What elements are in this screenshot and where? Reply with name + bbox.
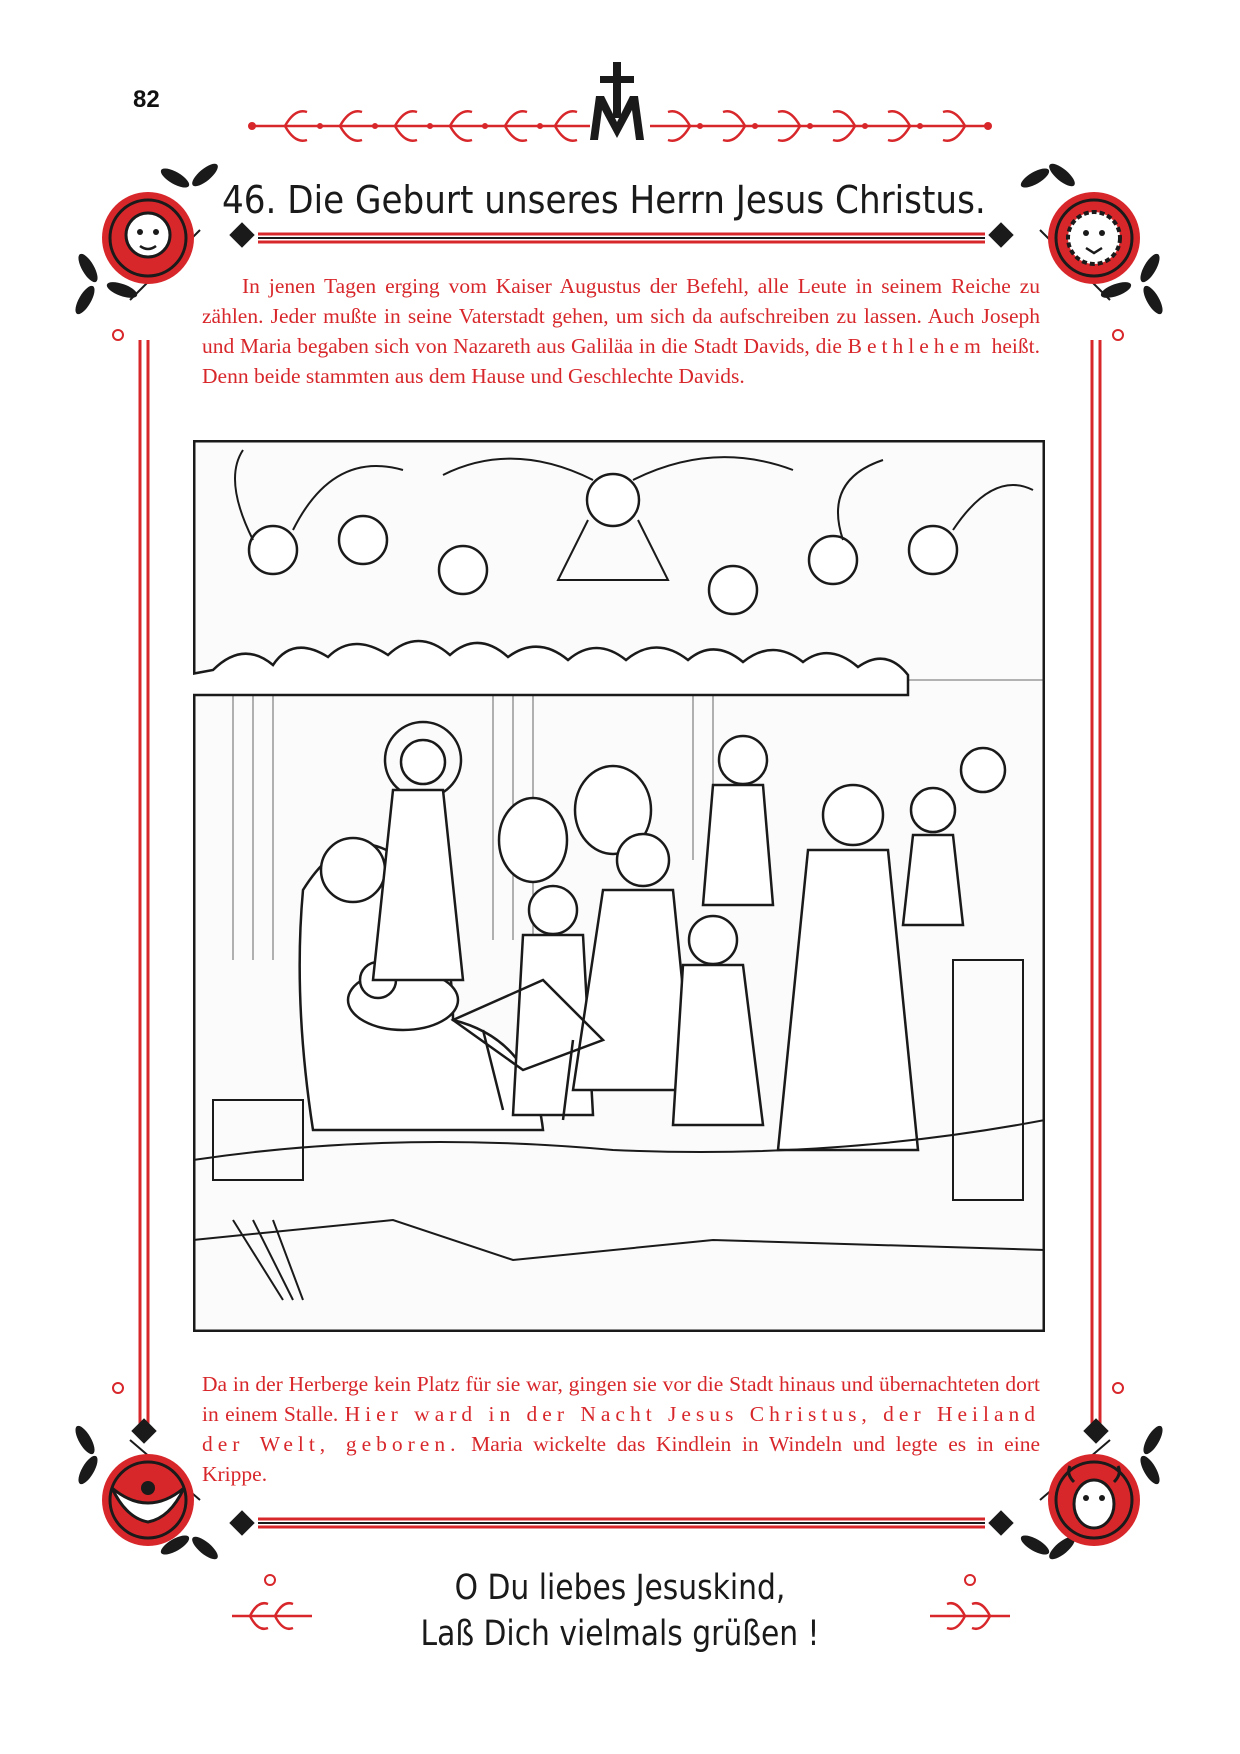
closing-prayer: [348, 1565, 892, 1657]
page-title: 46. Die Geburt unseres Herrn Jesus Christus.: [222, 178, 986, 222]
cross-monogram-icon: [590, 62, 644, 140]
ox-emblem-icon: [1048, 1454, 1140, 1546]
laurel-branch-icon: [248, 111, 590, 140]
intro-text-part2: heißt. Denn beide stammten aus dem Hause und Geschlechte Davids.: [202, 334, 1040, 388]
story-text-part2: Maria wickelte das Kindlein in Windeln und legte es in eine Krippe.: [202, 1432, 1040, 1486]
angel-emblem-icon: [102, 192, 194, 284]
page-number: 82: [133, 86, 160, 113]
story-text-part1: Da in der Herberge kein Platz für sie war, gingen sie vor die Stadt hinaus und übernachteten dort in einem Stalle.: [202, 1372, 1040, 1426]
intro-paragraph: [202, 271, 1040, 391]
story-emphasis: Hier ward in der Nacht Jesus Christus, der Heiland der Welt, geboren.: [202, 1402, 1041, 1456]
laurel-branch-icon: [650, 111, 992, 140]
intro-text-part1: In jenen Tagen erging vom Kaiser Augustus der Befehl, alle Leute in seinem Reiche zu zählen. Jeder mußte in seine Vaterstadt gehen, um sich da aufschreiben zu lassen. Auch Joseph und Maria begaben sich von Nazareth aus Galiläa in die Stadt Davids, die: [202, 274, 1040, 358]
intro-emphasis: Bethlehem: [847, 334, 986, 358]
eagle-emblem-icon: [102, 1454, 194, 1546]
story-paragraph: [202, 1369, 1040, 1489]
closing-line-2: Laß Dich vielmals grüßen !: [420, 1614, 820, 1654]
nativity-illustration: [193, 440, 1045, 1332]
closing-line-1: O Du liebes Jesuskind,: [454, 1568, 786, 1608]
lion-emblem-icon: [1048, 192, 1140, 284]
